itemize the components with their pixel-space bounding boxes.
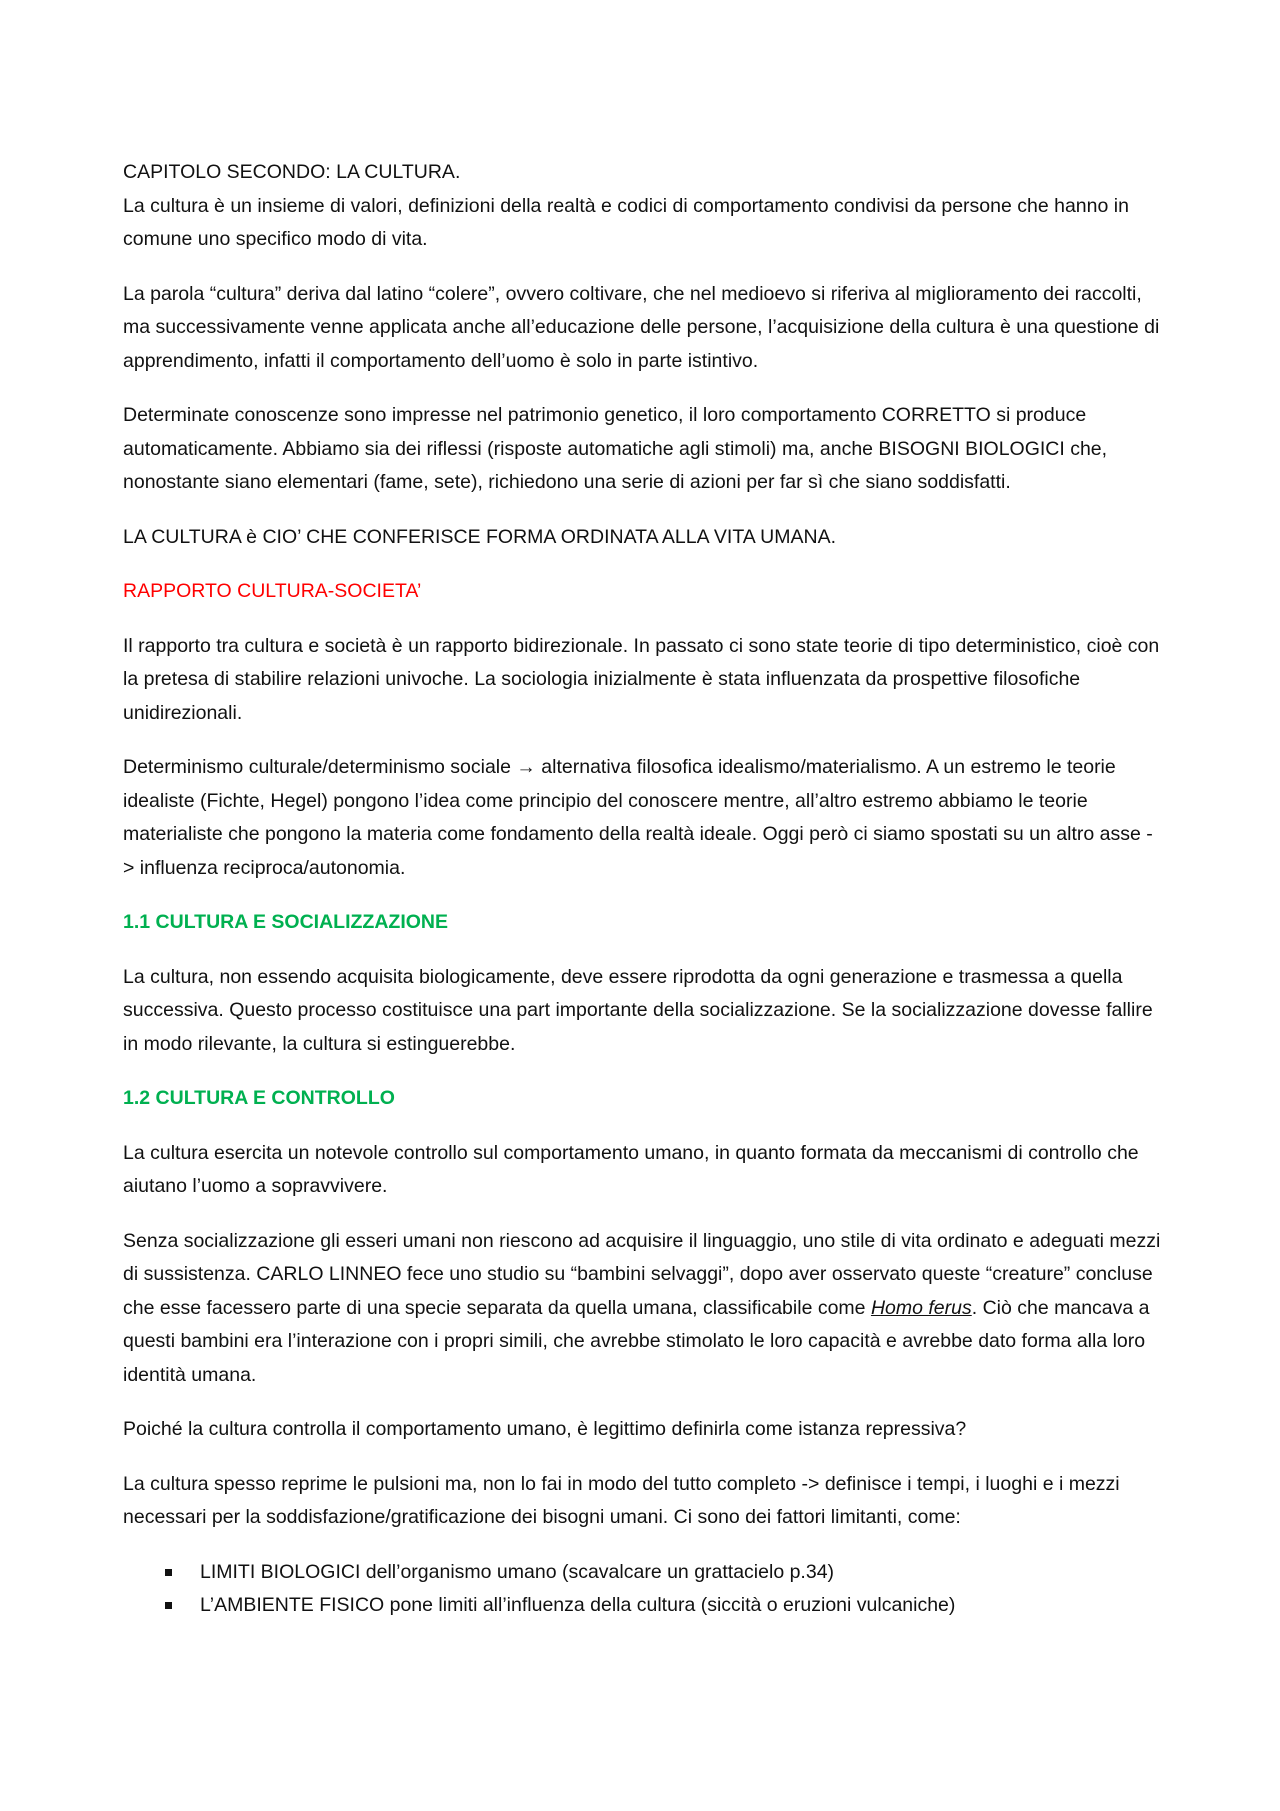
arrow-right-icon: → [516, 756, 536, 778]
paragraph-determinismo [123, 751, 1163, 885]
heading-rapporto-cultura-societa: RAPPORTO CULTURA-SOCIETA’ [123, 580, 422, 602]
heading-cultura-socializzazione: 1.1 CULTURA E SOCIALIZZAZIONE [123, 911, 449, 933]
list-item-text: LIMITI BIOLOGICI dell’organismo umano (scavalcare un grattacielo p.34) [200, 1560, 835, 1583]
linneo-text-end: . Ciò che mancava a questi bambini era l’interazione con i propri simili, che avrebbe stimolato le loro capacità e avrebbe dato forma alla loro identità umana. [123, 1296, 1150, 1386]
homo-ferus-term: Homo ferus [870, 1296, 972, 1319]
square-bullet-icon [165, 1602, 172, 1609]
paragraph-controllo: La cultura esercita un notevole controllo sul comportamento umano, in quanto formata da meccanismi di controllo che aiutano l’uomo a sopravvivere. [123, 1141, 1139, 1197]
list-item [123, 1589, 1163, 1623]
paragraph-linneo [123, 1225, 1163, 1393]
paragraph-etymology: La parola “cultura” deriva dal latino “colere”, ovvero coltivare, che nel medioevo si riferiva al miglioramento dei raccolti, ma successivamente venne applicata anche all’educazione delle persone, l’acquisizione della cultura è una questione di apprendimento, infatti il comportamento dell’uomo è solo in parte istintivo. [123, 282, 1160, 372]
paragraph-rapporto: Il rapporto tra cultura e società è un rapporto bidirezionale. In passato ci sono state teorie di tipo deterministico, cioè con la pretesa di stabilire relazioni univoche. La sociologia inizialmente è stata influenzata da prospettive filosofiche unidirezionali. [123, 634, 1160, 724]
paragraph-pulsioni: La cultura spesso reprime le pulsioni ma, non lo fai in modo del tutto completo -> definisce i tempi, i luoghi e i mezzi necessari per la soddisfazione/gratificazione dei bisogni umani. Ci sono dei fattori limitanti, come: [123, 1472, 1120, 1528]
paragraph-statement: LA CULTURA è CIO’ CHE CONFERISCE FORMA ORDINATA ALLA VITA UMANA. [123, 525, 836, 548]
chapter-title: CAPITOLO SECONDO: LA CULTURA. [123, 161, 461, 183]
square-bullet-icon [165, 1569, 172, 1576]
paragraph-definition: La cultura è un insieme di valori, definizioni della realtà e codici di comportamento condivisi da persone che hanno in comune uno specifico modo di vita. [123, 194, 1129, 250]
determinismo-text-end: alternativa filosofica idealismo/materialismo. A un estremo le teorie idealiste (Fichte, Hegel) pongono l’idea come principio del conoscere mentre, all’altro estremo abbiamo le teorie materialiste che pongono la materia come fondamento della realtà ideale. Oggi però ci siamo spostati su un altro asse -> influenza reciproca/autonomia. [123, 756, 1153, 879]
paragraph-socializzazione: La cultura, non essendo acquisita biologicamente, deve essere riprodotta da ogni generazione e trasmessa a quella successiva. Questo processo costituisce una part importante della socializzazione. Se la socializzazione dovesse fallire in modo rilevante, la cultura si estinguerebbe. [123, 965, 1153, 1055]
determinismo-text-start: Determinismo culturale/determinismo sociale [123, 756, 517, 778]
heading-cultura-controllo: 1.2 CULTURA E CONTROLLO [123, 1087, 395, 1109]
paragraph-question: Poiché la cultura controlla il comportamento umano, è legittimo definirla come istanza repressiva? [123, 1418, 967, 1440]
list-item-text: L’AMBIENTE FISICO pone limiti all’influenza della cultura (siccità o eruzioni vulcaniche) [200, 1594, 956, 1616]
linneo-text-start: Senza socializzazione gli esseri umani non riescono ad acquisire il linguaggio, uno stile di vita ordinato e adeguati mezzi di sussistenza. CARLO LINNEO fece uno studio su “bambini selvaggi”, dopo aver osservato queste “creature” concluse che esse facessero parte di una specie separata da quella umana, classificabile come [123, 1229, 1161, 1319]
limiting-factors-list [123, 1556, 1163, 1623]
paragraph-genetic: Determinate conoscenze sono impresse nel patrimonio genetico, il loro comportamento CORRETTO si produce automaticamente. Abbiamo sia dei riflessi (risposte automatiche agli stimoli) ma, anche BISOGNI BIOLOGICI che, nonostante siano elementari (fame, sete), richiedono una serie di azioni per far sì che siano soddisfatti. [123, 404, 1108, 493]
list-item [123, 1556, 1163, 1590]
